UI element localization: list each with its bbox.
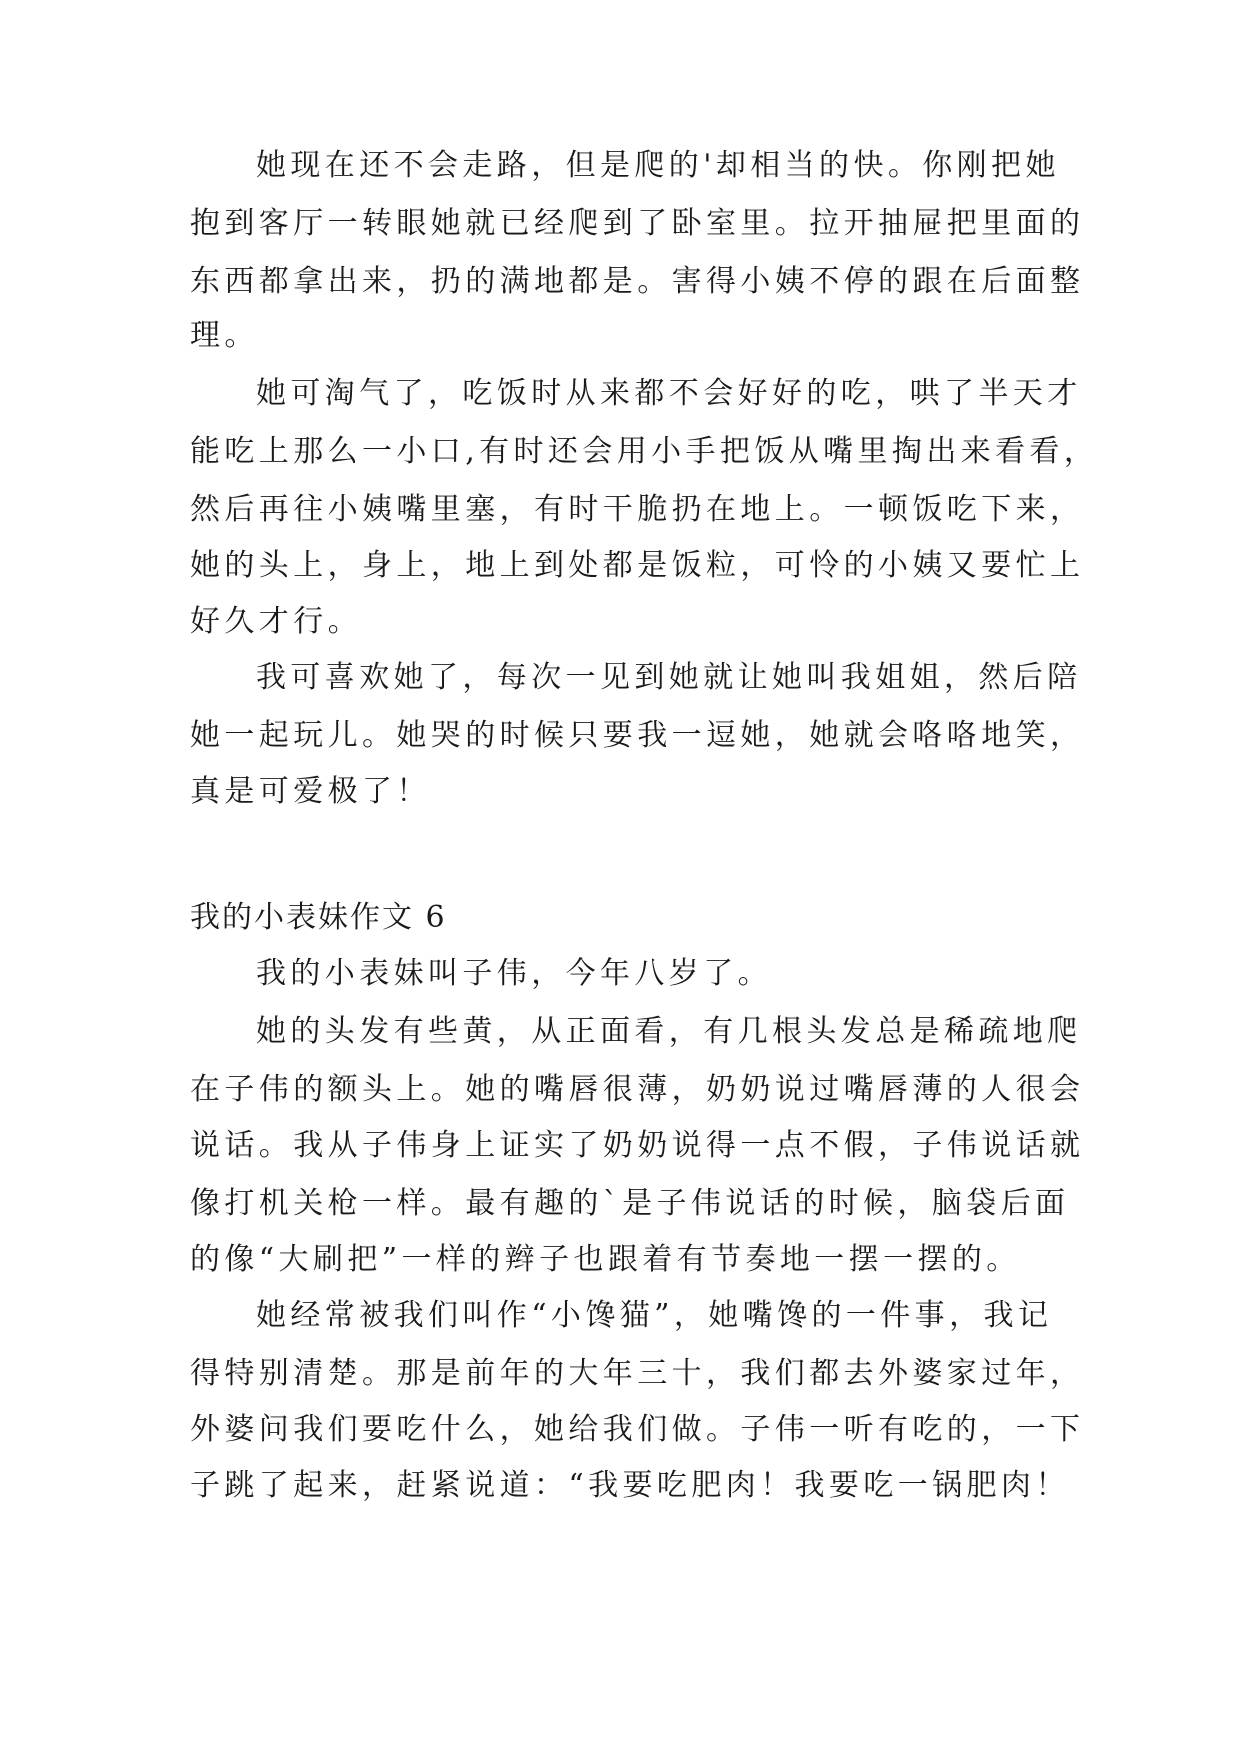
paragraph-1-line-1: 她现在还不会走路，但是爬的'却相当的快。你刚把她 xyxy=(256,148,1060,183)
paragraph-2-line-5: 好久才行。 xyxy=(190,604,362,639)
section-paragraph-3-line-3: 外婆问我们要吃什么，她给我们做。子伟一听有吃的，一下 xyxy=(190,1412,1085,1447)
paragraph-3-line-3: 真是可爱极了！ xyxy=(190,774,431,809)
section-paragraph-2-line-5: 的像“大刷把”一样的辫子也跟着有节奏地一摆一摆的。 xyxy=(190,1242,1021,1277)
paragraph-2-line-1: 她可淘气了，吃饭时从来都不会好好的吃，哄了半天才 xyxy=(256,376,1082,411)
paragraph-2-line-3: 然后再往小姨嘴里塞，有时干脆扔在地上。一顿饭吃下来， xyxy=(190,492,1085,527)
paragraph-2-line-2: 能吃上那么一小口,有时还会用小手把饭从嘴里掏出来看看， xyxy=(190,434,1099,469)
paragraph-1-line-2: 抱到客厅一转眼她就已经爬到了卧室里。拉开抽屉把里面的 xyxy=(190,206,1085,241)
section-paragraph-2-line-3: 说话。我从子伟身上证实了奶奶说得一点不假，子伟说话就 xyxy=(190,1128,1085,1163)
section-paragraph-1-line-1: 我的小表妹叫子伟，今年八岁了。 xyxy=(256,956,772,991)
paragraph-1-line-3: 东西都拿出来，扔的满地都是。害得小姨不停的跟在后面整 xyxy=(190,264,1085,299)
paragraph-1-line-4: 理。 xyxy=(190,318,259,353)
paragraph-3-line-1: 我可喜欢她了，每次一见到她就让她叫我姐姐，然后陪 xyxy=(256,660,1082,695)
paragraph-2-line-4: 她的头上，身上，地上到处都是饭粒，可怜的小姨又要忙上 xyxy=(190,548,1085,583)
section-paragraph-3-line-4: 子跳了起来，赶紧说道：“我要吃肥肉！我要吃一锅肥肉！ xyxy=(190,1468,1070,1503)
paragraph-3-line-2: 她一起玩儿。她哭的时候只要我一逗她，她就会咯咯地笑， xyxy=(190,718,1085,753)
section-title: 我的小表妹作文 6 xyxy=(190,900,447,935)
section-paragraph-2-line-2: 在子伟的额头上。她的嘴唇很薄，奶奶说过嘴唇薄的人很会 xyxy=(190,1072,1085,1107)
section-paragraph-2-line-4: 像打机关枪一样。最有趣的`是子伟说话的时候，脑袋后面 xyxy=(190,1186,1070,1221)
section-paragraph-2-line-1: 她的头发有些黄，从正面看，有几根头发总是稀疏地爬 xyxy=(256,1014,1082,1049)
section-paragraph-3-line-2: 得特别清楚。那是前年的大年三十，我们都去外婆家过年， xyxy=(190,1356,1085,1391)
section-paragraph-3-line-1: 她经常被我们叫作“小馋猫”，她嘴馋的一件事，我记 xyxy=(256,1298,1053,1333)
